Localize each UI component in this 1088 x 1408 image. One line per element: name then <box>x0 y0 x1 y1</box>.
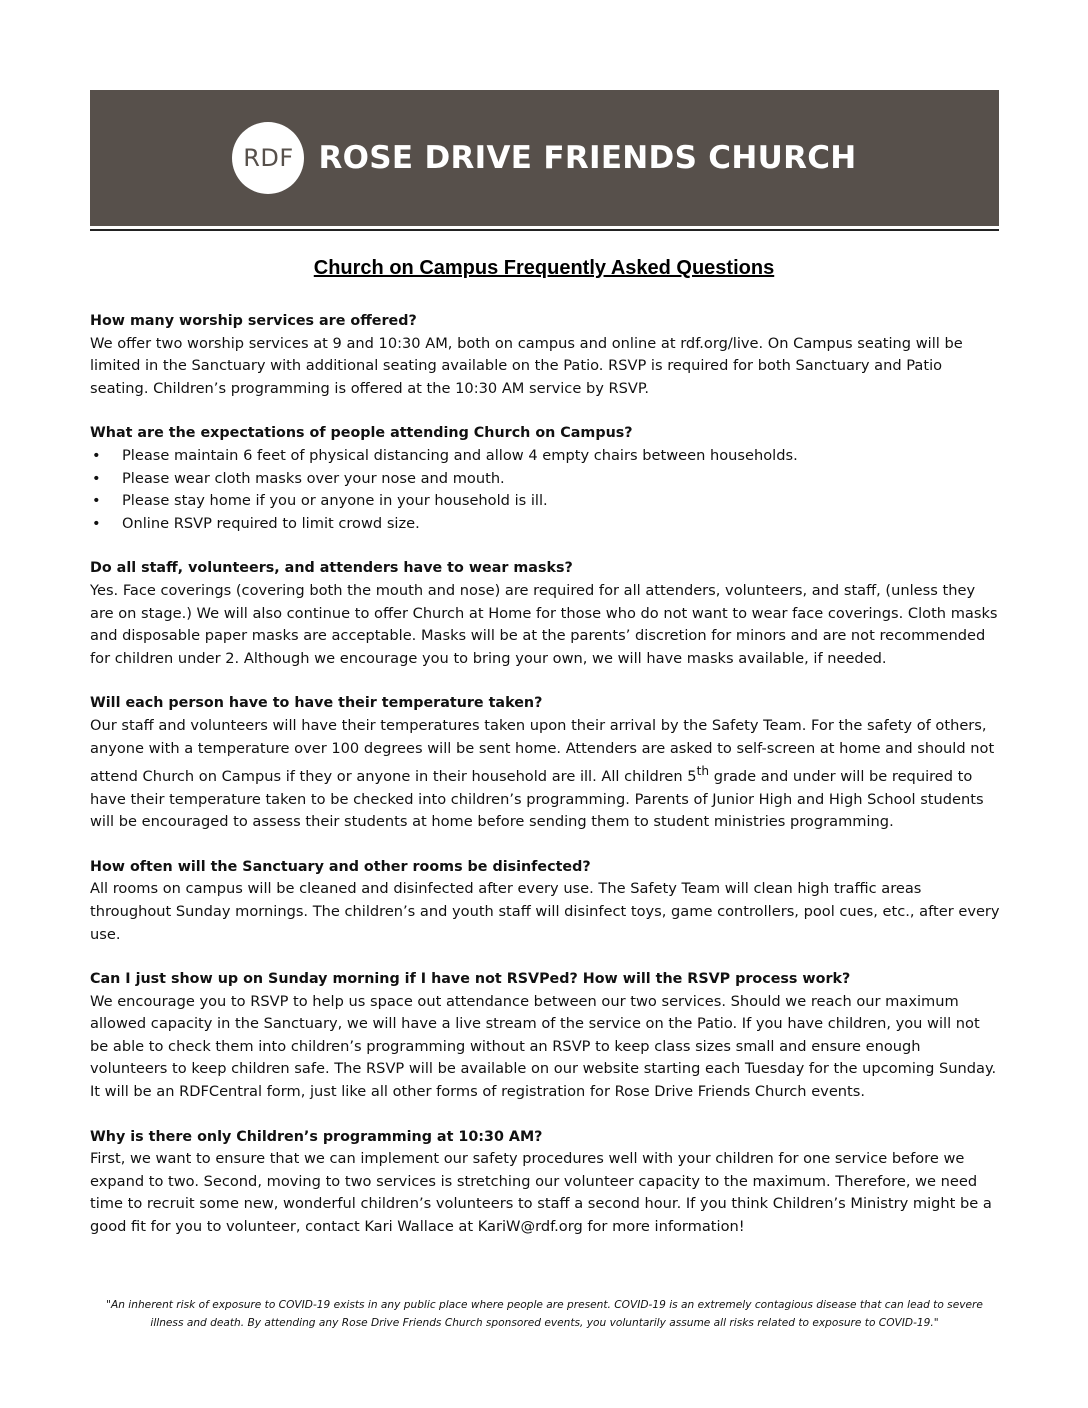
faq-item <box>90 968 1002 1104</box>
faq-question: Why is there only Children’s programming at 10:30 AM? <box>90 1128 543 1145</box>
faq-answer: We encourage you to RSVP to help us space out attendance between our two services. Should we reach our maximum allowed capacity in the Sanctuary, we will have a live stream of the service on the Patio. If you have children, you will not be able to check them into children’s programming without an RSVP to keep class sizes small and ensure enough volunteers to keep children safe. The RSVP will be available on our website starting each Tuesday for the upcoming Sunday. It will be an RDFCentral form, just like all other forms of registration for Rose Drive Friends Church events. <box>90 992 997 1101</box>
faq-answer: All rooms on campus will be cleaned and disinfected after every use. The Safety Team will clean high traffic areas throughout Sunday mornings. The children’s and youth staff will disinfect toys, game controllers, pool cues, etc., after every use. <box>90 880 1000 943</box>
faq-list <box>90 310 1002 1239</box>
page-title: Church on Campus Frequently Asked Questions <box>313 257 775 279</box>
logo-text: RDF <box>243 144 294 172</box>
faq-item <box>90 422 1002 535</box>
faq-item <box>90 1126 1002 1239</box>
faq-answer <box>90 715 1002 834</box>
covid-disclaimer: "An inherent risk of exposure to COVID-19 exists in any public place where people are present. COVID-19 is an extremely contagious disease that can lead to severe illness and death. By attending any Rose Drive Friends Church sponsored events, you voluntarily assume all risks related to exposure to COVID-19." <box>106 1299 983 1329</box>
faq-question: Do all staff, volunteers, and attenders have to wear masks? <box>90 560 573 577</box>
church-logo <box>232 122 304 194</box>
expectations-list <box>90 445 1002 535</box>
faq-question: How often will the Sanctuary and other rooms be disinfected? <box>90 858 591 875</box>
faq-item <box>90 692 1002 833</box>
faq-answer: Yes. Face coverings (covering both the mouth and nose) are required for all attenders, volunteers, and staff, (unless they are on stage.) We will also continue to offer Church at Home for those who do not want to wear face coverings. Cloth masks and disposable paper masks are acceptable. Masks will be at the parents’ discretion for minors and are not recommended for children under 2. Although we encourage you to bring your own, we will have masks available, if needed. <box>90 581 998 667</box>
faq-item <box>90 310 1002 400</box>
list-item: • Please maintain 6 feet of physical distancing and allow 4 empty chairs between households. <box>90 445 1002 468</box>
faq-question: What are the expectations of people attending Church on Campus? <box>90 425 633 442</box>
list-item: • Please stay home if you or anyone in your household is ill. <box>90 490 1002 513</box>
faq-item <box>90 856 1002 946</box>
list-item: • Online RSVP required to limit crowd size. <box>90 513 1002 536</box>
answer-text: grade and under will be required to have their temperature taken to be checked into children’s programming. Parents of Junior High and High School students will be encouraged to assess their students at home before sending them to student ministries programming. <box>90 767 984 831</box>
faq-answer: We offer two worship services at 9 and 10:30 AM, both on campus and online at rdf.org/live. On Campus seating will be limited in the Sanctuary with additional seating available on the Patio. RSVP is required for both Sanctuary and Patio seating. Children’s programming is offered at the 10:30 AM service by RSVP. <box>90 334 963 397</box>
faq-item <box>90 557 1002 670</box>
answer-text: Our staff and volunteers will have their temperatures taken upon their arrival by the Safety Team. For the safety of others, anyone with a temperature over 100 degrees will be sent home. Attenders are asked to self-screen at home and should not attend Church on Campus if they or anyone in their household are ill. All children 5 <box>90 716 995 785</box>
faq-answer: First, we want to ensure that we can implement our safety procedures well with your children for one service before we expand to two. Second, moving to two services is stretching our volunteer capacity to the maximum. Therefore, we need time to recruit some new, wonderful children’s volunteers to staff a second hour. If you think Children’s Ministry might be a good fit for you to volunteer, contact Kari Wallace at KariW@rdf.org for more information! <box>90 1150 992 1236</box>
faq-question: Will each person have to have their temperature taken? <box>90 695 543 712</box>
faq-question: How many worship services are offered? <box>90 313 417 329</box>
ordinal-suffix: th <box>696 764 710 779</box>
faq-question: Can I just show up on Sunday morning if I have not RSVPed? How will the RSVP process work? <box>90 971 851 988</box>
header-banner <box>90 90 999 226</box>
list-item: • Please wear cloth masks over your nose and mouth. <box>90 468 1002 491</box>
header-divider <box>90 229 999 231</box>
church-name: ROSE DRIVE FRIENDS CHURCH <box>318 140 857 176</box>
